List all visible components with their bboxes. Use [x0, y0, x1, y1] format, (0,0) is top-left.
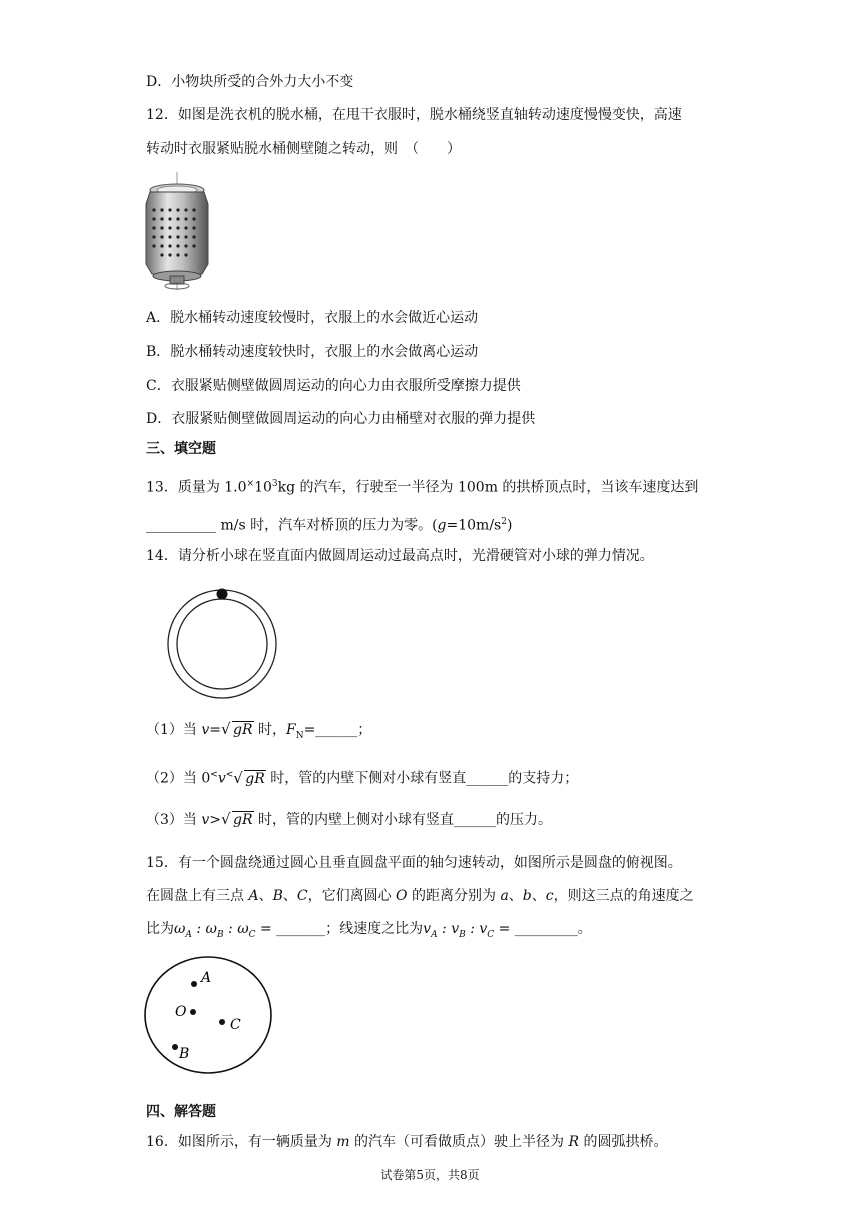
q15-B: B — [272, 888, 283, 904]
q15-sub-C: C — [248, 929, 256, 940]
sqrt-body-3: gR — [233, 812, 253, 828]
q15-vsub-C: C — [487, 929, 495, 940]
q13-g: g — [437, 517, 447, 534]
q15-b: b — [522, 888, 532, 904]
q16-t1: 16．如图所示，有一辆质量为 — [146, 1134, 337, 1150]
sub-question-2 — [146, 765, 578, 789]
q15-sub-A: A — [185, 929, 192, 940]
q15-omega-B: : ω — [191, 921, 217, 937]
question-15-line-1: 15．有一个圆盘绕通过圆心且垂直圆盘平面的轴匀速转动，如图所示是圆盘的俯视图。 — [146, 855, 682, 871]
q15-blank-2: = _________。 — [494, 921, 592, 937]
q15-ratio-lead: 比为 — [146, 921, 174, 937]
q15-sep1: 、 — [258, 888, 273, 904]
s1-text-1: （1）当 — [146, 722, 202, 738]
s3-text-2: 时，管的内壁上侧对小球有竖直______的压力。 — [253, 812, 552, 828]
q13-g-exp: 2 — [501, 517, 507, 527]
section-3-heading: 三、填空题 — [146, 441, 216, 457]
question-16 — [146, 1132, 667, 1152]
s3-v: v — [201, 812, 210, 828]
s1-blank: =______； — [303, 722, 372, 738]
s2-lt2: < — [225, 770, 234, 780]
q15-t3: 的距离分别为 — [407, 888, 501, 904]
q15-c: c — [545, 888, 554, 904]
q15-sep2: 、 — [282, 888, 297, 904]
q13-times: × — [246, 479, 255, 489]
sqrt-gR-2: √ gR — [233, 768, 265, 787]
q15-t1: 在圆盘上有三点 — [146, 888, 249, 904]
s1-text-2: 时， — [253, 722, 286, 738]
question-12-line-2: 转动时衣服紧贴脱水桶侧壁随之转动，则 （ ） — [146, 141, 461, 157]
s3-gt: > — [209, 812, 222, 828]
question-13-line-1 — [146, 474, 698, 498]
s3-text-1: （3）当 — [146, 812, 202, 828]
option-d: D．衣服紧贴侧壁做圆周运动的向心力由桶壁对衣服的弹力提供 — [146, 411, 536, 427]
q15-vsub-B: B — [459, 929, 466, 940]
s2-v: v — [217, 770, 226, 787]
s1-N: N — [295, 730, 304, 741]
disc-label-A: A — [201, 970, 212, 986]
option-d-q11: D．小物块所受的合外力大小不变 — [146, 74, 354, 90]
s2-lt: < — [210, 770, 218, 780]
s2-text-1: （2）当 0 — [146, 770, 211, 787]
question-15-line-3 — [146, 919, 592, 945]
page-footer: 试卷第5页，共8页 — [380, 1168, 480, 1182]
q15-A: A — [248, 888, 259, 904]
sub-question-1 — [146, 720, 371, 746]
s1-F: F — [285, 722, 296, 738]
q15-sep3: 、 — [508, 888, 523, 904]
q13-text-1: 13．质量为 1.0 — [146, 479, 247, 496]
question-12-line-1: 12．如图是洗衣机的脱水桶，在甩干衣服时，脱水桶绕竖直轴转动速度慢慢变快，高速 — [146, 107, 682, 123]
circular-tube-figure — [160, 584, 284, 700]
q16-t2: 的汽车（可看做质点）驶上半径为 — [349, 1134, 569, 1150]
q13-blank-text: __________ m/s 时，汽车对桥顶的压力为零。( — [146, 517, 438, 534]
q16-R: R — [568, 1134, 579, 1150]
s1-eq: = — [209, 722, 222, 738]
question-13-line-2 — [146, 512, 512, 536]
sqrt-body-1: gR — [233, 722, 253, 738]
q15-a: a — [500, 888, 509, 904]
sqrt-body-2: gR — [245, 770, 265, 787]
q15-t4: ，则这三点的角速度之 — [553, 888, 694, 904]
q15-O: O — [396, 888, 408, 904]
disc-label-O: O — [175, 1004, 187, 1020]
q13-ten: 10 — [254, 479, 272, 496]
q15-t2: ，它们离圆心 — [307, 888, 397, 904]
q15-sub-B: B — [216, 929, 224, 940]
spin-drum-figure — [140, 172, 220, 292]
q15-C: C — [296, 888, 308, 904]
q13-text-2: kg 的汽车，行驶至一半径为 100m 的拱桥顶点时，当该车速度达到 — [277, 479, 699, 496]
q13-close: ) — [506, 517, 513, 534]
option-c: C．衣服紧贴侧壁做圆周运动的向心力由衣服所受摩擦力提供 — [146, 378, 521, 394]
disc-label-C: C — [230, 1017, 241, 1033]
q15-blank-1: = _______；线速度之比为 — [255, 921, 424, 937]
option-a: A．脱水桶转动速度较慢时，衣服上的水会做近心运动 — [146, 310, 479, 326]
s2-text-2: 时，管的内壁下侧对小球有竖直______的支持力； — [265, 770, 579, 787]
disc-label-B: B — [179, 1046, 190, 1062]
q15-sep4: 、 — [531, 888, 546, 904]
sqrt-gR-1: √ gR — [221, 720, 253, 738]
option-b: B．脱水桶转动速度较快时，衣服上的水会做离心运动 — [146, 344, 479, 360]
s1-v: v — [201, 722, 210, 738]
q13-exponent: 3 — [271, 479, 278, 489]
question-15-line-2 — [146, 886, 694, 906]
q15-omega-C: : ω — [223, 921, 249, 937]
q15-v-B: : v — [437, 921, 460, 937]
sub-question-3 — [146, 810, 552, 830]
question-14: 14．请分析小球在竖直面内做圆周运动过最高点时，光滑硬管对小球的弹力情况。 — [146, 548, 654, 564]
rotating-disc-figure — [142, 954, 274, 1076]
q15-v-C: : v — [465, 921, 488, 937]
section-4-heading: 四、解答题 — [146, 1104, 216, 1120]
q15-omega-A: ω — [174, 921, 186, 937]
sqrt-gR-3: √ gR — [221, 810, 253, 828]
q15-vsub-A: A — [431, 929, 438, 940]
q15-v-A: v — [423, 921, 432, 937]
q16-m: m — [336, 1134, 350, 1150]
q16-t3: 的圆弧拱桥。 — [579, 1134, 668, 1150]
q13-g-value: =10m/s — [446, 517, 502, 534]
